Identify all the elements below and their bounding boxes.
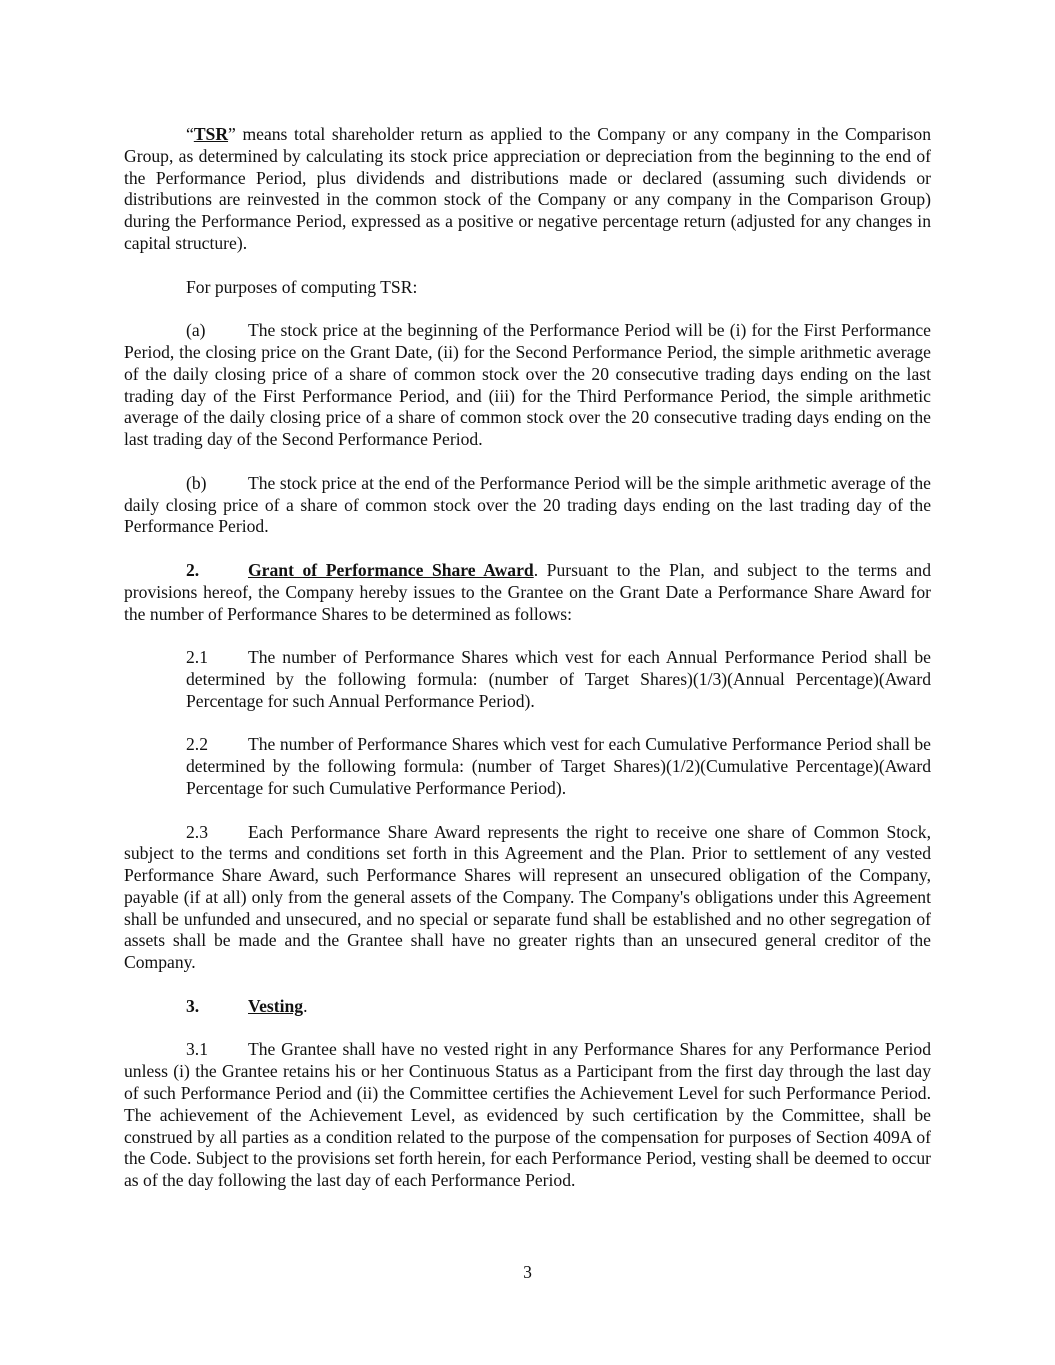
section-2-text: . Pursuant to the Plan, and subject to the terms and provisions hereof, the Company hereby issues to the Grantee on the Grant Date a Performance Share Award for the number of Performance Shares to be determined as follows: (124, 559, 932, 624)
computing-item-label: (a) (186, 320, 206, 341)
section-2-number: 2. (186, 559, 200, 580)
section-3-1 (124, 1039, 931, 1192)
computing-item-b (124, 473, 931, 538)
computing-item-a (124, 320, 931, 451)
section-item-label: 2.1 (186, 647, 208, 668)
section-2-2 (186, 734, 931, 799)
section-item-label: 3.1 (186, 1039, 208, 1060)
tsr-definition-paragraph (124, 124, 931, 255)
tsr-term: TSR (193, 124, 229, 144)
tsr-definition-text: ” means total shareholder return as applied to the Company or any company in the Comparison Group, as determined by calculating its stock price appreciation or depreciation from the beginning to the end of the Performance Period, plus dividends and distributions made or declared (assuming such dividends or distributions are reinvested in the common stock of the Company or any company in the Comparison Group) during the Performance Period, expressed as a positive or negative percentage return (adjusted for any changes in capital structure). (124, 124, 931, 253)
computing-item-text: The stock price at the end of the Performance Period will be the simple arithmetic average of the daily closing price of a share of common stock over the 20 trading days ending on the last trading day of the Performance Period. (124, 472, 931, 537)
section-3-period: . (303, 995, 308, 1016)
section-item-text: The Grantee shall have no vested right in any Performance Shares for any Performance Period unless (i) the Grantee retains his or her Continuous Status as a Participant from the first day through the last day of such Performance Period and (ii) the Committee certifies the Achievement Level for such Performance Period. The achievement of the Achievement Level, as evidenced by such certification by the Committee, shall be construed by all parties as a condition related to the purpose of the compensation for purposes of Section 409A of the Code. Subject to the provisions set forth herein, for each Performance Period, vesting shall be deemed to occur as of the day following the last day of each Performance Period. (124, 1039, 931, 1191)
page-number: 3 (523, 1262, 532, 1282)
section-2-1 (186, 647, 931, 712)
document-page (124, 124, 931, 1214)
section-item-text: The number of Performance Shares which vest for each Cumulative Performance Period shall be determined by the following formula: (number of Target Shares)(1/2)(Cumulative Percentage)(Award Percentage for such Cumulative Performance Period). (186, 734, 931, 798)
section-3-number: 3. (186, 995, 200, 1016)
section-item-text: Each Performance Share Award represents the right to receive one share of Common Stock, subject to the terms and conditions set forth in this Agreement and the Plan. Prior to settlement of any vested Performance Share Award, such Performance Shares will represent an unsecured obligation of the Company, payable (if at all) only from the general assets of the Company. The Company's obligations under this Agreement shall be unfunded and unsecured, and no special or separate fund shall be established and no other segregation of assets shall be made and the Grantee shall have no greater rights than an unsecured general creditor of the Company. (124, 821, 931, 973)
section-3-heading-paragraph (124, 996, 931, 1018)
section-item-label: 2.3 (186, 821, 208, 842)
computing-item-text: The stock price at the beginning of the Performance Period will be (i) for the First Performance Period, the closing price on the Grant Date, (ii) for the Second Performance Period, the simple arithmetic average of the daily closing price of a share of common stock over the 20 consecutive trading days ending on the last trading day of the First Performance Period, and (iii) for the Third Performance Period, the simple arithmetic average of the daily closing price of a share of common stock over the 20 consecutive trading days ending on the last trading day of the Second Performance Period. (124, 320, 931, 450)
section-item-label: 2.2 (186, 734, 208, 755)
section-2-heading: Grant of Performance Share Award (248, 559, 534, 580)
computing-intro: For purposes of computing TSR: (186, 276, 418, 297)
computing-item-label: (b) (186, 472, 207, 493)
section-3-heading: Vesting (248, 995, 304, 1016)
open-quote: “ (186, 124, 194, 144)
section-item-text: The number of Performance Shares which vest for each Annual Performance Period shall be determined by the following formula: (number of Target Shares)(1/3)(Annual Percentage)(Award Percentage for such Annual Performance Period). (186, 647, 931, 711)
section-2-3 (124, 822, 931, 975)
section-2-paragraph (124, 560, 931, 625)
